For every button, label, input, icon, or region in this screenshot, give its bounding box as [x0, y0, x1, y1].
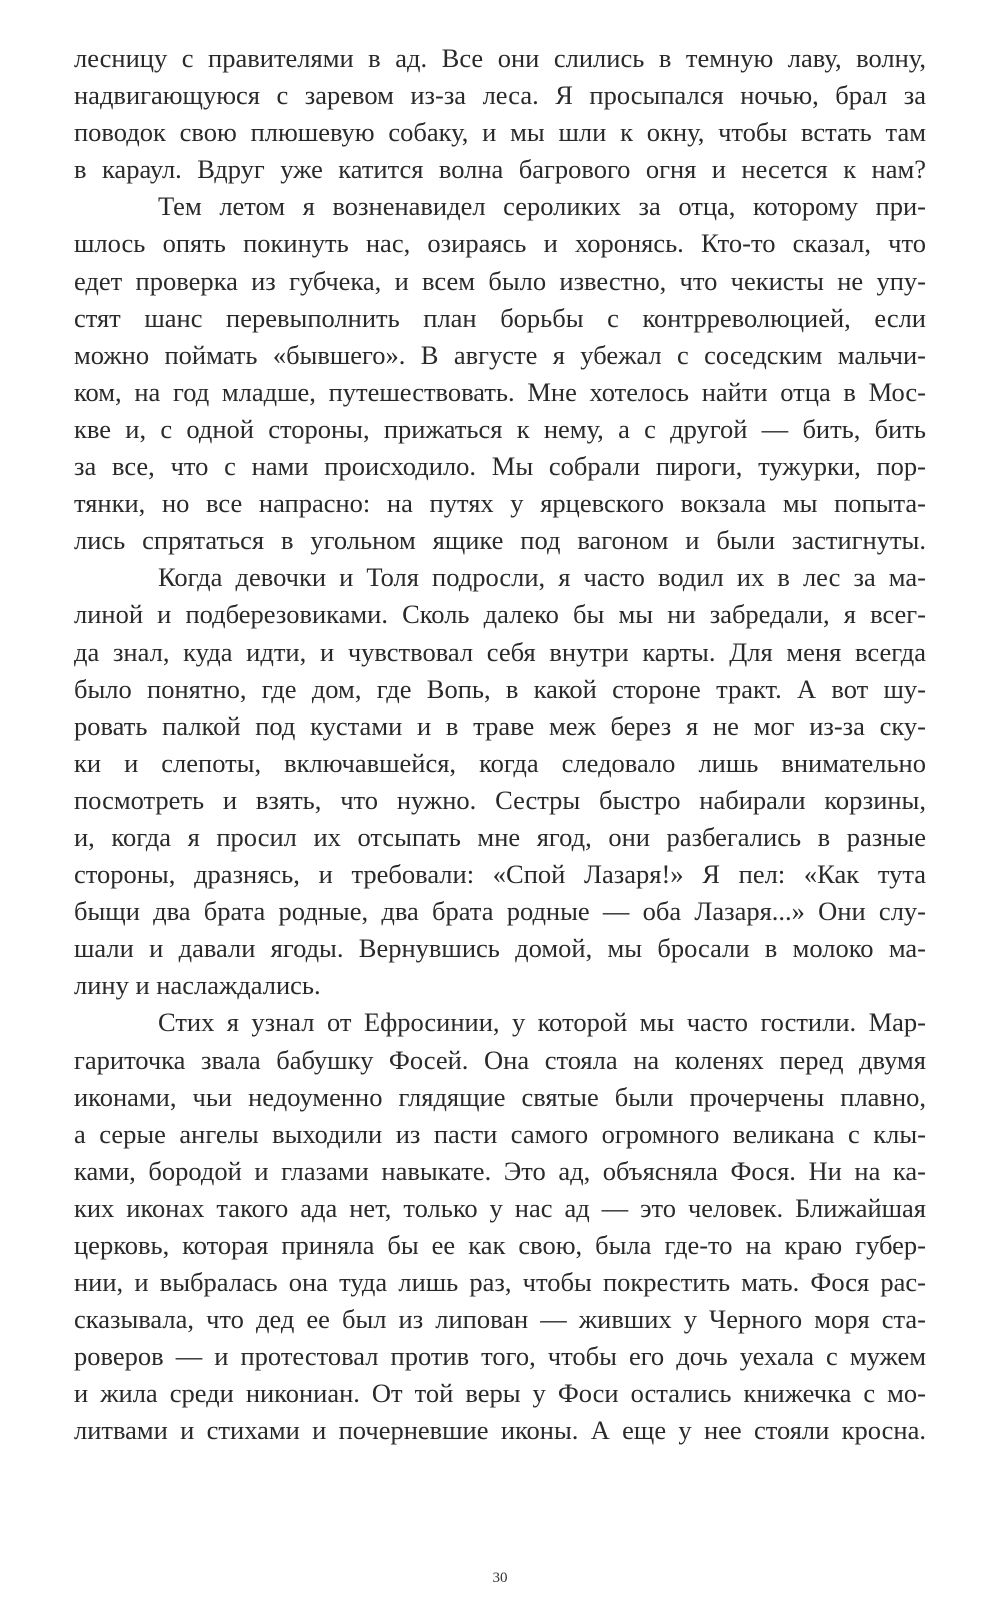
text-line: Когда девочки и Толя подросли, я часто водил их в лес за ма-: [158, 562, 926, 593]
page-number: 30: [492, 1570, 508, 1586]
text-line: да знал, куда идти, и чувствовал себя внутри карты. Для меня всегда: [74, 636, 926, 667]
text-line: литвами и стихами и почерневшие иконы. А еще у нее стояли кросна.: [74, 1415, 926, 1446]
text-line: за все, что с нами происходило. Мы собрали пироги, тужурки, пор-: [74, 451, 926, 482]
text-line: тянки, но все напрасно: на путях у ярцевского вокзала мы попыта-: [74, 488, 926, 519]
text-line: лесницу с правителями в ад. Все они слились в темную лаву, волну,: [74, 43, 926, 73]
text-line: а серые ангелы выходили из пасти самого огромного великана с клы-: [74, 1118, 926, 1149]
text-line: ровать палкой под кустами и в траве меж берез я не мог из-за ску-: [74, 710, 926, 741]
paragraph: [74, 559, 926, 1004]
text-line: можно поймать «бывшего». В августе я убежал с соседским мальчи-: [74, 339, 926, 370]
text-line: церковь, которая приняла бы ее как свою, была где-то на краю губер-: [74, 1230, 926, 1260]
text-line: лину и наслаждались.: [74, 970, 321, 1001]
paragraph: [74, 188, 926, 559]
text-line: лись спрятаться в угольном ящике под вагоном и были застигнуты.: [74, 525, 926, 556]
text-line: быщи два брата родные, два брата родные — оба Лазаря...» Они слу-: [74, 896, 926, 927]
text-line: шали и давали ягоды. Вернувшись домой, мы бросали в молоко ма-: [74, 933, 926, 964]
text-line: шлось опять покинуть нас, озираясь и хоронясь. Кто-то сказал, что: [74, 228, 926, 259]
text-line: было понятно, где дом, где Вопь, в какой стороне тракт. А вот шу-: [74, 673, 926, 704]
text-line: ками, бородой и глазами навыкате. Это ад, объясняла Фося. Ни на ка-: [74, 1155, 926, 1186]
text-line: надвигающуюся с заревом из-за леса. Я просыпался ночью, брал за: [74, 80, 926, 111]
text-line: стороны, дразнясь, и требовали: «Спой Лазаря!» Я пел: «Как тута: [74, 859, 926, 890]
text-line: Тем летом я возненавидел сероликих за отца, которому при-: [158, 191, 926, 222]
body-text: [74, 40, 926, 1450]
text-line: посмотреть и взять, что нужно. Сестры быстро набирали корзины,: [74, 784, 926, 815]
text-line: кве и, с одной стороны, прижаться к нему, а с другой — бить, бить: [74, 413, 926, 444]
text-line: едет проверка из губчека, и всем было известно, что чекисты не упу-: [74, 265, 926, 296]
text-line: ком, на год младше, путешествовать. Мне хотелось найти отца в Мос-: [74, 376, 926, 407]
text-line: и, когда я просил их отсыпать мне ягод, они разбегались в разные: [74, 821, 926, 852]
text-line: линой и подберезовиками. Сколь далеко бы мы ни забредали, я всег-: [74, 599, 926, 630]
text-line: гариточка звала бабушку Фосей. Она стояла на коленях перед двумя: [74, 1044, 926, 1075]
text-line: стят шанс перевыполнить план борьбы с контрреволюцией, если: [74, 302, 926, 333]
text-line: сказывала, что дед ее был из липован — живших у Черного моря ста-: [74, 1304, 926, 1335]
paragraph: [74, 1004, 926, 1449]
text-line: ких иконах такого ада нет, только у нас ад — это человек. Ближайшая: [74, 1192, 926, 1223]
text-line: роверов — и протестовал против того, чтобы его дочь уехала с мужем: [74, 1341, 926, 1372]
text-line: иконами, чьи недоуменно глядящие святые были прочерчены плавно,: [74, 1081, 926, 1112]
text-line: и жила среди никониан. От той веры у Фоси остались книжечка с мо-: [74, 1378, 926, 1409]
text-line: ки и слепоты, включавшейся, когда следовало лишь внимательно: [74, 747, 926, 778]
text-line: в караул. Вдруг уже катится волна багрового огня и несется к нам?: [74, 154, 926, 185]
text-line: поводок свою плюшевую собаку, и мы шли к окну, чтобы встать там: [74, 117, 926, 148]
text-line: нии, и выбралась она туда лишь раз, чтобы покрестить мать. Фося рас-: [74, 1267, 926, 1298]
text-line: Стих я узнал от Ефросинии, у которой мы часто гостили. Мар-: [158, 1007, 926, 1038]
paragraph: [74, 40, 926, 188]
